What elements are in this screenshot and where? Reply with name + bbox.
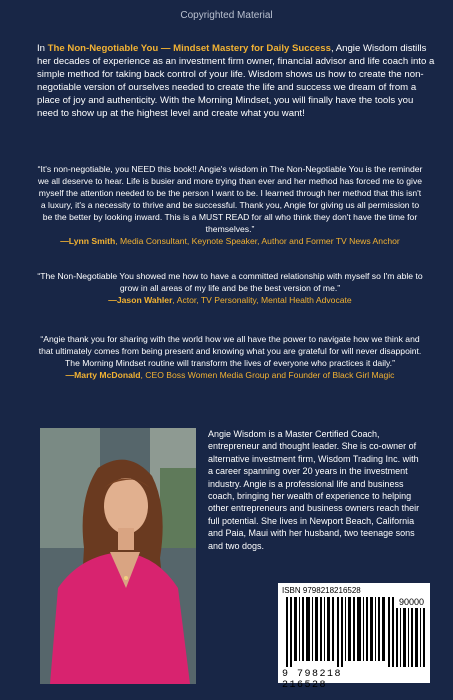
intro-body: , Angie Wisdom distills her decades of experience as an investment firm owner, financial advisor and life coach into a simple method for taking back control of your life. Wisdom shows us how to create the non-negotiable version of ourselves needed to create the life and success we dream of from a place of joy and authenticity. With the Morning Mindset, you will finally have the tools you need to show up at the highest level and create what you want! xyxy=(37,43,435,119)
ean-barcode xyxy=(286,597,394,667)
testimonial-attribution xyxy=(37,235,423,247)
author-portrait-illustration xyxy=(40,428,196,684)
book-description xyxy=(37,42,435,120)
testimonial-text: “Angie thank you for sharing with the world how we all have the power to navigate how we think and that ultimately comes from being present and knowing what you are grateful for will never disappoint. The Morning Mindset routine will transform the lives of everyone who practices it daily.” xyxy=(38,334,422,368)
testimonial-text: “The Non-Negotiable You showed me how to have a committed relationship with myself so I'm able to grow in all areas of my life and be the best version of me.” xyxy=(37,271,423,293)
intro-lead: In xyxy=(37,43,48,54)
testimonial-role: , Media Consultant, Keynote Speaker, Author and Former TV News Anchor xyxy=(115,236,400,246)
testimonial-text: “It's non-negotiable, you NEED this book!! Angie's wisdom in The Non-Negotiable You is the reminder we all deserve to hear. Life is busier and more trying than ever and her method has forced me to give myself the attention needed to be the person I want to be. I learned through her method that this isn't a luxury, it's a necessity to thrive and be successful. Thank you, Angie for giving us all permission to be the better by looking inward. This is a MUST READ for all who think they don't have the time for themselves.” xyxy=(37,164,423,234)
copyright-notice: Copyrighted Material xyxy=(180,10,273,21)
testimonial-author: —Marty McDonald xyxy=(65,370,141,380)
testimonial-attribution xyxy=(37,369,423,381)
testimonial-author: —Lynn Smith xyxy=(60,236,116,246)
testimonial-attribution xyxy=(37,294,423,306)
testimonial xyxy=(37,270,423,306)
barcode-label xyxy=(278,583,430,691)
testimonial-author: —Jason Wahler xyxy=(108,295,173,305)
author-bio: Angie Wisdom is a Master Certified Coach, entrepreneur and thought leader. She is co-owner of alternative investment firm, Wisdom Trading Inc. with a career spanning over 20 years in the investment industry. Angie is a professional life and business coach, bringing her wealth of experience to helping other entrepreneurs and business owners reach their full potential. She lives in Newport Beach, California and Paia, Maui with her husband, two teenage sons and two dogs. xyxy=(208,429,420,551)
book-title-highlight: The Non-Negotiable You — Mindset Mastery for Daily Success xyxy=(47,43,331,54)
testimonial-role: , CEO Boss Women Media Group and Founder of Black Girl Magic xyxy=(140,370,395,380)
testimonial-role: , Actor, TV Personality, Mental Health Advocate xyxy=(172,295,352,305)
testimonial xyxy=(37,333,423,381)
testimonial xyxy=(37,163,423,247)
price-code: 90000 xyxy=(398,597,424,607)
author-photo xyxy=(40,428,196,684)
barcode-number: 9 798218 216528 xyxy=(282,669,343,691)
price-barcode xyxy=(396,608,426,667)
isbn-text: ISBN 9798218216528 xyxy=(282,586,361,595)
